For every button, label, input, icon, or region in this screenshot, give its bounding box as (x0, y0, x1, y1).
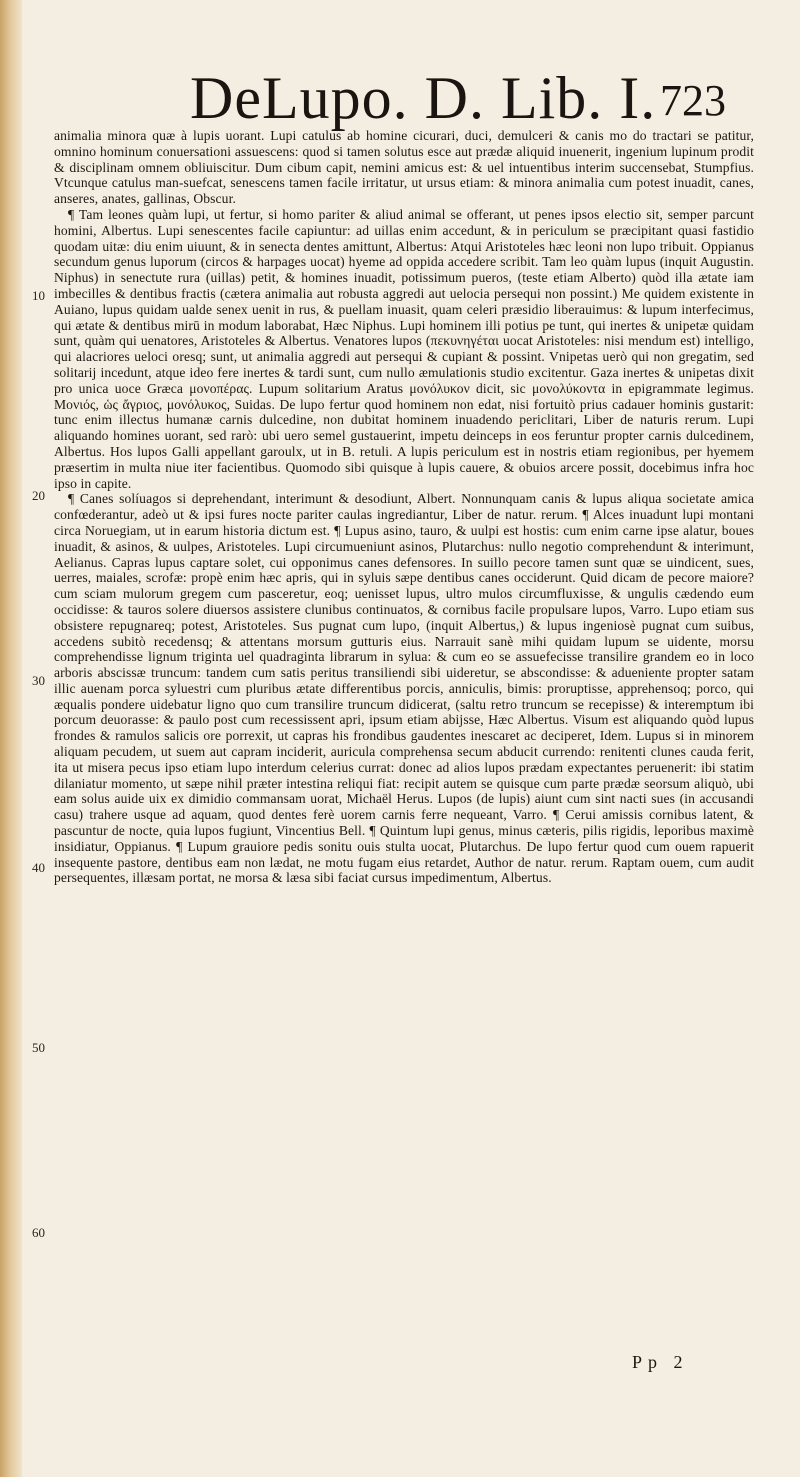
margin-line-number: 60 (32, 1225, 45, 1240)
page-number: 723 (660, 76, 726, 125)
page-header (172, 60, 732, 136)
paragraph: animalia minora quæ à lupis uorant. Lupi catulus ab homine cicurari, duci, demulceri & canis mo do tractari se patitur, omnino hominum conuersationi assuescens: quod si tamen solutus esce aut prædæ aliquid inuenerit, ingenium lupinum prodit & disciplinam omnem obliuiscitur. Dum cibum capit, nemini amicus est: & uel intuentibus interim succensebat, Stumpfius. Vtcunque catulus man-suefcat, senescens tamen facile irritatur, ut ursus etiam: & minora animalia cum potest inuadit, canes, anseres, anates, gallinas, Obscur. (54, 128, 754, 207)
binding-gutter (0, 0, 22, 1477)
book-page (22, 0, 800, 1477)
margin-line-number: 40 (32, 860, 45, 875)
signature-mark: Pp 2 (632, 1352, 689, 1372)
margin-line-number: 20 (32, 488, 45, 503)
paragraph: ¶ Tam leones quàm lupi, ut fertur, si homo pariter & aliud animal se offerant, ut penes ipsos electio sit, semper parcunt homini, Albertus. Lupi senescentes facile capiuntur: ad uillas enim accedunt, & in periculum se præcipitant quasi fastidio quodam uitæ: diu enim uiuunt, & in senecta dentes amittunt, Albertus: Atqui Aristoteles hæc leoni non lupo tribuit. Oppianus secundum genus luporum (circos & harpages uocat) hyeme ad oppida accedere scribit. Tam leo quàm lupus (inquit Augustin. Niphus) in senectute rura (uillas) petit, & homines inuadit, potissimum pueros, (teste etiam Alberto) quòd illa ætate iam imbecilles & dentibus fractis (cætera animalia aut robusta aggredi aut uelocia persequi non possint.) Me quidem existente in Auiano, lupus quidam ualde senex uenit in rus, & puellam inuasit, quam celeri præsidio liberauimus: & lupum interfecimus, qui ætate & dentibus mirū in modum laborabat, Hæc Niphus. Lupi hominem illi potius pe tunt, qui inertes & unipetæ quidam sunt, quàm qui uenatores, Aristoteles & Albertus. Venatores lupos (πεκυνηγέται uocat Aristoteles: nisi mendum est) intelligo, qui alacriores ueloci oresq; sunt, ut animalia aggredi aut persequi & cupiant & possint. Vnipetas uerò qui non gregatim, sed solitarij incedunt, atque ideo fere inertes & tardi sunt, cum nullo æmulationis studio excitentur. Gaza inertes & unipetas dixit pro unica uoce Græca μονοπέρας. Lupum solitarium Aratus μονόλυκον dicit, sic μονολύκοντα in epigrammate legimus. Μονιός, ὡς ἄγριος, μονόλυκος, Suidas. De lupo fertur quod hominem non edat, nisi fortuitò prius cadauer hominis gustarit: tunc enim illectus humanæ carnis dulcedine, non dubitat hominem inuadendo periclitari, Liber de naturis rerum. Lupi aliquando homines uorant, sed rarò: ubi uero semel gustauerint, impetu deinceps in eos feruntur propter carnis dulcedinem, Albertus. Hos lupos Galli appellant garoulx, ut in B. retuli. A lupis periculum est in nostris etiam regionibus, per hyemem præsertim in multa niue iter facientibus. Quomodo sibi quisque à lupis cauere, & obuios arcere possit, docebimus infra hoc ipso in capite. (54, 206, 754, 491)
margin-line-number: 10 (32, 288, 45, 303)
paragraph: ¶ Canes solíuagos si deprehendant, interimunt & desodiunt, Albert. Nonnunquam canis & lupus aliqua societate amica confœderantur, adeò ut & ipsi fures nocte pariter caulas ingrediantur, Liber de natur. rerum. ¶ Alces inuadunt lupi montani circa Noruegiam, ut in earum historia dictum est. ¶ Lupus asino, tauro, & uulpi est hostis: cum enim carne ipse alatur, boues inuadit, & asinos, & uulpes, Aristoteles. Lupi circumueniunt asinos, Plutarchus: nullo negotio comprehendunt & interimunt, Aelianus. Capras lupus captare solet, cui opponimus canes defensores. In suillo pecore tamen sunt quæ se uindicent, sues, uerres, maiales, scrofæ: propè enim hæc apris, qui in syluis sæpe dentibus canes occiderunt. Quid dicam de pecore maiore? cum sciam mulorum gregem cum pasceretur, eoq; uenisset lupus, ultro mulos circumfluxisse, & ungulis cædendo eum occidisse: & tauros solere diuersos assistere clunibus continuatos, & cornibus facile propulsare lupos, Varro. Lupo etiam sus obsistere repugnareq; potest, Aristoteles. Sus pugnat cum lupo, (inquit Albertus,) & lupus ingeniosè pugnat cum suibus, accedens subitò recedensq; & attentans morsum gutturis eius. Narrauit sanè mihi quidam lupum se uidente, morsu comprehendisse lignum triginta uel quadraginta librarum in sylua: & cum eo se assuefecisse transilire grandem eo in loco arboris abscissæ truncum: tandem cum satis peritus transiliendi sibi uideretur, se abscondisse: & adueniente propter satam illic auenam porca syluestri cum pluribus ætate differentibus porcis, anniculis, bimis: proruptisse, apprehensoq; porco, qui æqualis pondere uidebatur ligno quo cum transilire truncum didicerat, (saltu retro truncum se recepisse) & interemptum ibi porcum deuorasse: & paulo post cum recessissent apri, ipsum etiam abijsse, Hæc Albertus. Visum est aliquando quòd lupus frondes & ramulos salicis ore porrexit, ut capras his frondibus gaudentes inescaret ac deciperet, Idem. Lupus si in minorem aliquam pecudem, ut suem aut capram inciderit, auricula comprehensa secum abducit currendo: renitenti clunes cauda ferit, ita ut misera pecus ipso etiam lupo interdum celerius currat: donec ad alios lupos prædam expectantes peruenerit: ibi statim dilaniatur momento, ut sæpe nihil præter intestina reliqui fiat: recipit autem se quisque cum parte prædæ seorsum aliquò, ubi eam solus auide uix ex dimidio commansam uorat, Michaël Herus. Lupos (de lupis) aiunt cum sint nacti sues (in accusandi casu) trahere usque ad aquam, quod dentes ferè uorem carnis ferre nequeant, Varro. ¶ Cerui amissis cornibus latent, & pascuntur de nocte, quia lupos fugiunt, Vincentius Bell. ¶ Quintum lupi genus, minus cæteris, pilis rigidis, leporibus maximè insidiatur, Oppianus. ¶ Lupum grauiore pedis sonitu ouis stulta uocat, Plutarchus. De lupo fertur quod cum ouem rapuerit insequente pastore, dentibus eam non lædat, ne motu fugam eius retardet, Author de natur. rerum. Raptam ouem, cum audit persequentes, illæsam portat, ne morsa & læsa sibi faciat cursus impedimentum, Albertus. (54, 491, 754, 886)
running-title: DeLupo. D. Lib. I. (190, 65, 657, 131)
margin-line-number: 50 (32, 1040, 45, 1055)
body-text (54, 128, 754, 886)
margin-line-number: 30 (32, 673, 45, 688)
